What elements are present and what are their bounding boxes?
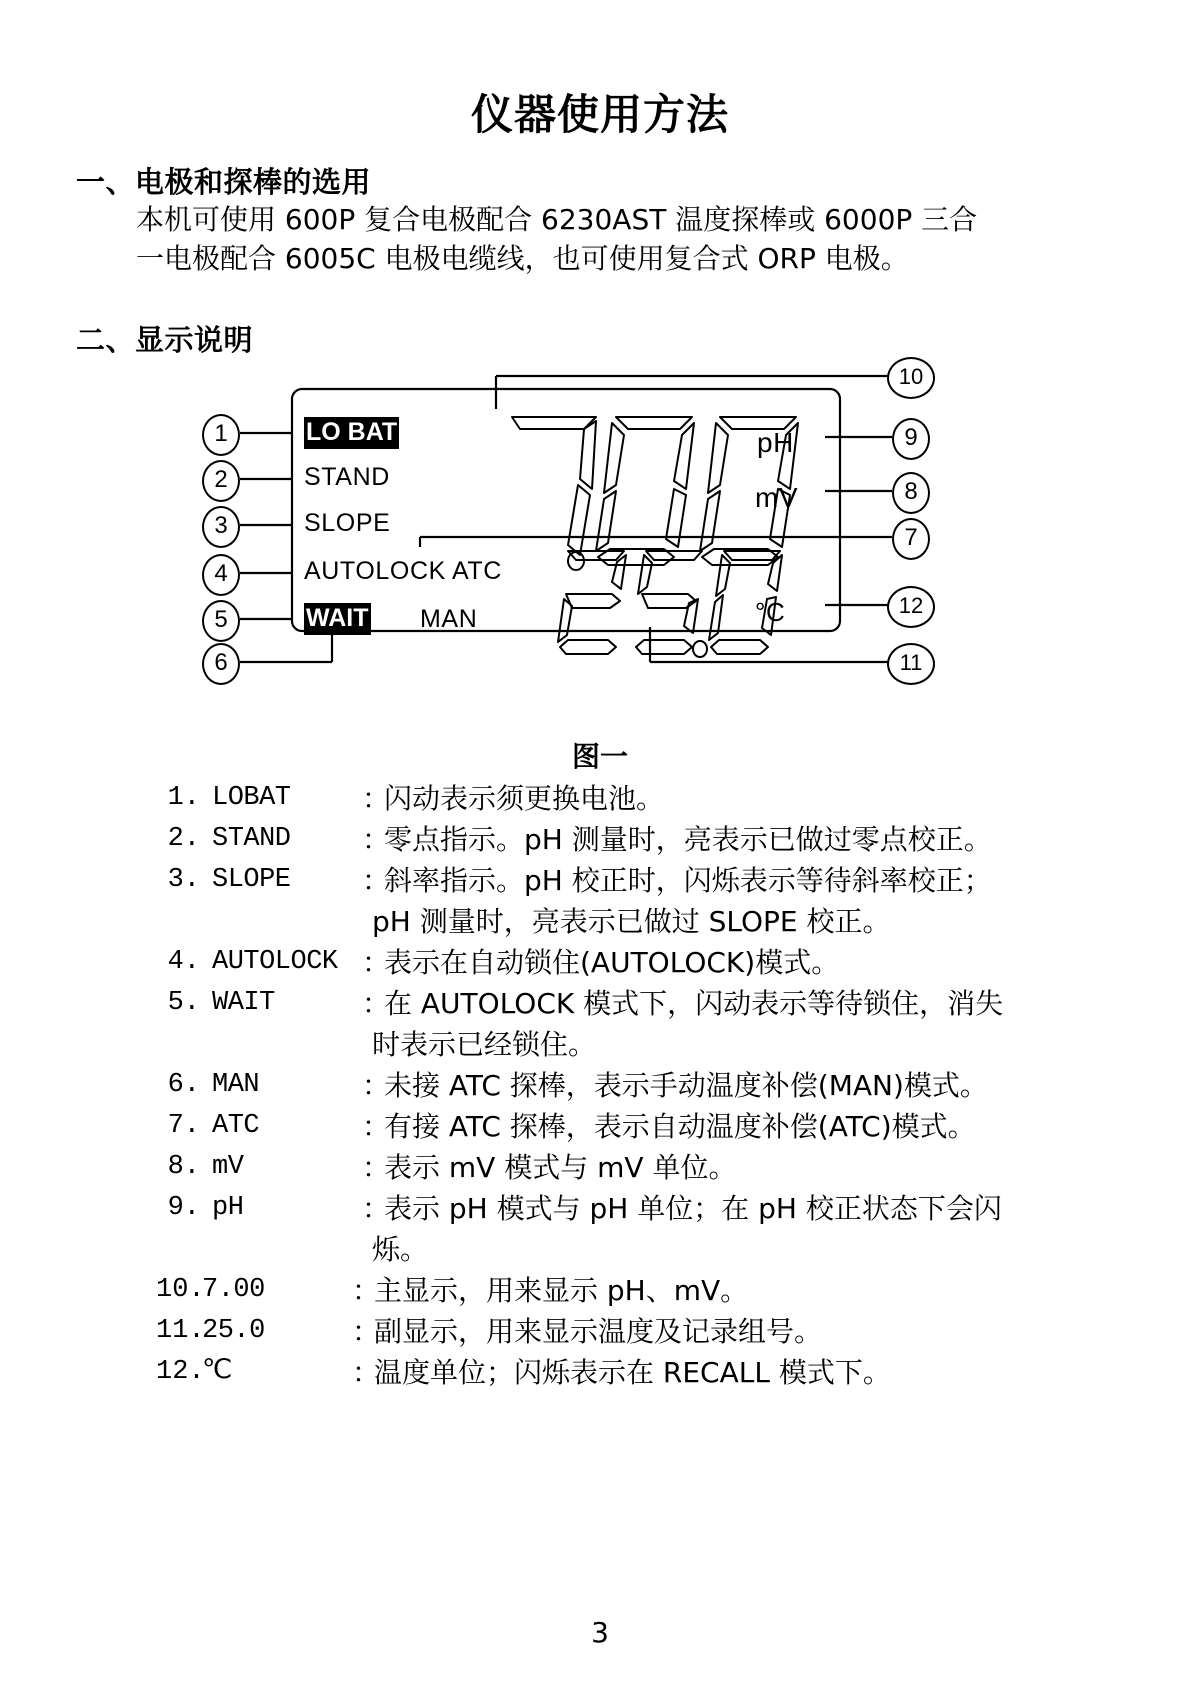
item-number: 9.	[167, 1193, 200, 1223]
lcd-indicator-autolock: AUTOLOCK	[304, 557, 446, 585]
page-number: 3	[591, 1616, 609, 1649]
lcd-indicator-lobat: LO BAT	[304, 417, 399, 449]
indicator-explanation-list	[156, 778, 1156, 1393]
item-description-cont: 时表示已经锁住。	[372, 1028, 597, 1061]
callout-5: 5	[202, 600, 240, 642]
item-term: mV	[212, 1152, 244, 1182]
callout-12: 12	[887, 586, 935, 628]
lcd-unit-ph: pH	[757, 427, 794, 458]
lcd-panel	[292, 389, 840, 631]
item-term: pH	[212, 1193, 244, 1223]
callout-3: 3	[202, 506, 240, 548]
lcd-indicator-atc: ATC	[452, 557, 502, 585]
item-number: 8.	[167, 1152, 200, 1182]
section-body-1	[136, 200, 1036, 278]
item-colon: ：	[352, 1315, 381, 1348]
list-item	[156, 1352, 1156, 1393]
list-item-continuation	[156, 1024, 1156, 1065]
callout-1: 1	[202, 414, 240, 456]
list-item	[156, 1106, 1156, 1147]
list-item	[156, 778, 1156, 819]
callout-10: 10	[887, 357, 935, 399]
item-description: 温度单位；闪烁表示在 RECALL 模式下。	[374, 1356, 891, 1389]
item-description: 零点指示。pH 测量时，亮表示已做过零点校正。	[384, 823, 992, 856]
list-item	[156, 1147, 1156, 1188]
list-item	[156, 860, 1156, 901]
item-term: LOBAT	[212, 783, 291, 813]
item-description: 有接 ATC 探棒，表示自动温度补偿(ATC)模式。	[384, 1110, 976, 1143]
list-item	[156, 1270, 1156, 1311]
page-title: 仪器使用方法	[470, 90, 729, 139]
item-colon: ：	[362, 864, 391, 897]
lcd-unit-degc: °C	[755, 597, 786, 627]
lcd-indicator-man: MAN	[420, 605, 478, 633]
lcd-display-figure	[180, 365, 960, 705]
list-item	[156, 1311, 1156, 1352]
list-item	[156, 942, 1156, 983]
callout-9: 9	[892, 418, 930, 460]
item-colon: ：	[362, 946, 391, 979]
item-term: WAIT	[212, 988, 275, 1018]
item-number: 4.	[167, 947, 200, 977]
item-term: ℃	[202, 1357, 232, 1387]
item-term: ATC	[212, 1111, 260, 1141]
item-colon: ：	[352, 1356, 381, 1389]
figure-caption: 图一	[571, 740, 628, 773]
item-description: 表示在自动锁住(AUTOLOCK)模式。	[384, 946, 840, 979]
list-item	[156, 819, 1156, 860]
item-number: 1.	[167, 783, 200, 813]
item-description: 闪动表示须更换电池。	[384, 782, 665, 815]
item-description-cont: 烁。	[372, 1233, 429, 1266]
section-heading-1: 一、电极和探棒的选用	[76, 165, 372, 199]
item-colon: ：	[362, 987, 391, 1020]
item-term: 7.00	[202, 1275, 265, 1305]
item-description: 表示 pH 模式与 pH 单位；在 pH 校正状态下会闪	[384, 1192, 1002, 1225]
item-term: STAND	[212, 824, 291, 854]
item-number: 11.	[156, 1316, 205, 1346]
list-item	[156, 983, 1156, 1024]
callout-2: 2	[202, 460, 240, 502]
item-number: 7.	[167, 1111, 200, 1141]
callout-4: 4	[202, 554, 240, 596]
item-number: 2.	[167, 824, 200, 854]
callout-7: 7	[892, 518, 930, 560]
list-item	[156, 1188, 1156, 1229]
item-colon: ：	[362, 1151, 391, 1184]
item-number: 3.	[167, 865, 200, 895]
section-1-line: 本机可使用 600P 复合电极配合 6230AST 温度探棒或 6000P 三合	[136, 203, 978, 236]
callout-8: 8	[892, 472, 930, 514]
item-term: AUTOLOCK	[212, 947, 338, 977]
item-description: 副显示，用来显示温度及记录组号。	[374, 1315, 823, 1348]
lcd-unit-mv: mV	[755, 482, 799, 513]
item-colon: ：	[362, 1110, 391, 1143]
list-item	[156, 1065, 1156, 1106]
lcd-indicator-stand: STAND	[304, 463, 390, 491]
lcd-indicator-slope: SLOPE	[304, 509, 391, 537]
section-1-line: 一电极配合 6005C 电极电缆线，也可使用复合式 ORP 电极。	[136, 242, 909, 275]
item-description-cont: pH 测量时，亮表示已做过 SLOPE 校正。	[372, 905, 891, 938]
item-colon: ：	[352, 1274, 381, 1307]
item-colon: ：	[362, 823, 391, 856]
item-term: SLOPE	[212, 865, 291, 895]
callout-11: 11	[887, 643, 935, 685]
item-number: 10.	[156, 1275, 205, 1305]
list-item-continuation	[156, 901, 1156, 942]
lcd-indicator-wait: WAIT	[304, 603, 371, 635]
item-description: 斜率指示。pH 校正时，闪烁表示等待斜率校正；	[384, 864, 992, 897]
item-description: 主显示，用来显示 pH、mV。	[374, 1274, 749, 1307]
item-description: 未接 ATC 探棒，表示手动温度补偿(MAN)模式。	[384, 1069, 988, 1102]
item-term: 25.0	[202, 1316, 265, 1346]
list-item-continuation	[156, 1229, 1156, 1270]
item-description: 表示 mV 模式与 mV 单位。	[384, 1151, 737, 1184]
section-heading-2: 二、显示说明	[76, 323, 254, 357]
item-colon: ：	[362, 1069, 391, 1102]
item-colon: ：	[362, 1192, 391, 1225]
item-description: 在 AUTOLOCK 模式下，闪动表示等待锁住，消失	[384, 987, 1004, 1020]
item-number: 12.	[156, 1357, 205, 1387]
callout-6: 6	[202, 643, 240, 685]
item-term: MAN	[212, 1070, 260, 1100]
item-number: 5.	[167, 988, 200, 1018]
item-colon: ：	[362, 782, 391, 815]
item-number: 6.	[167, 1070, 200, 1100]
